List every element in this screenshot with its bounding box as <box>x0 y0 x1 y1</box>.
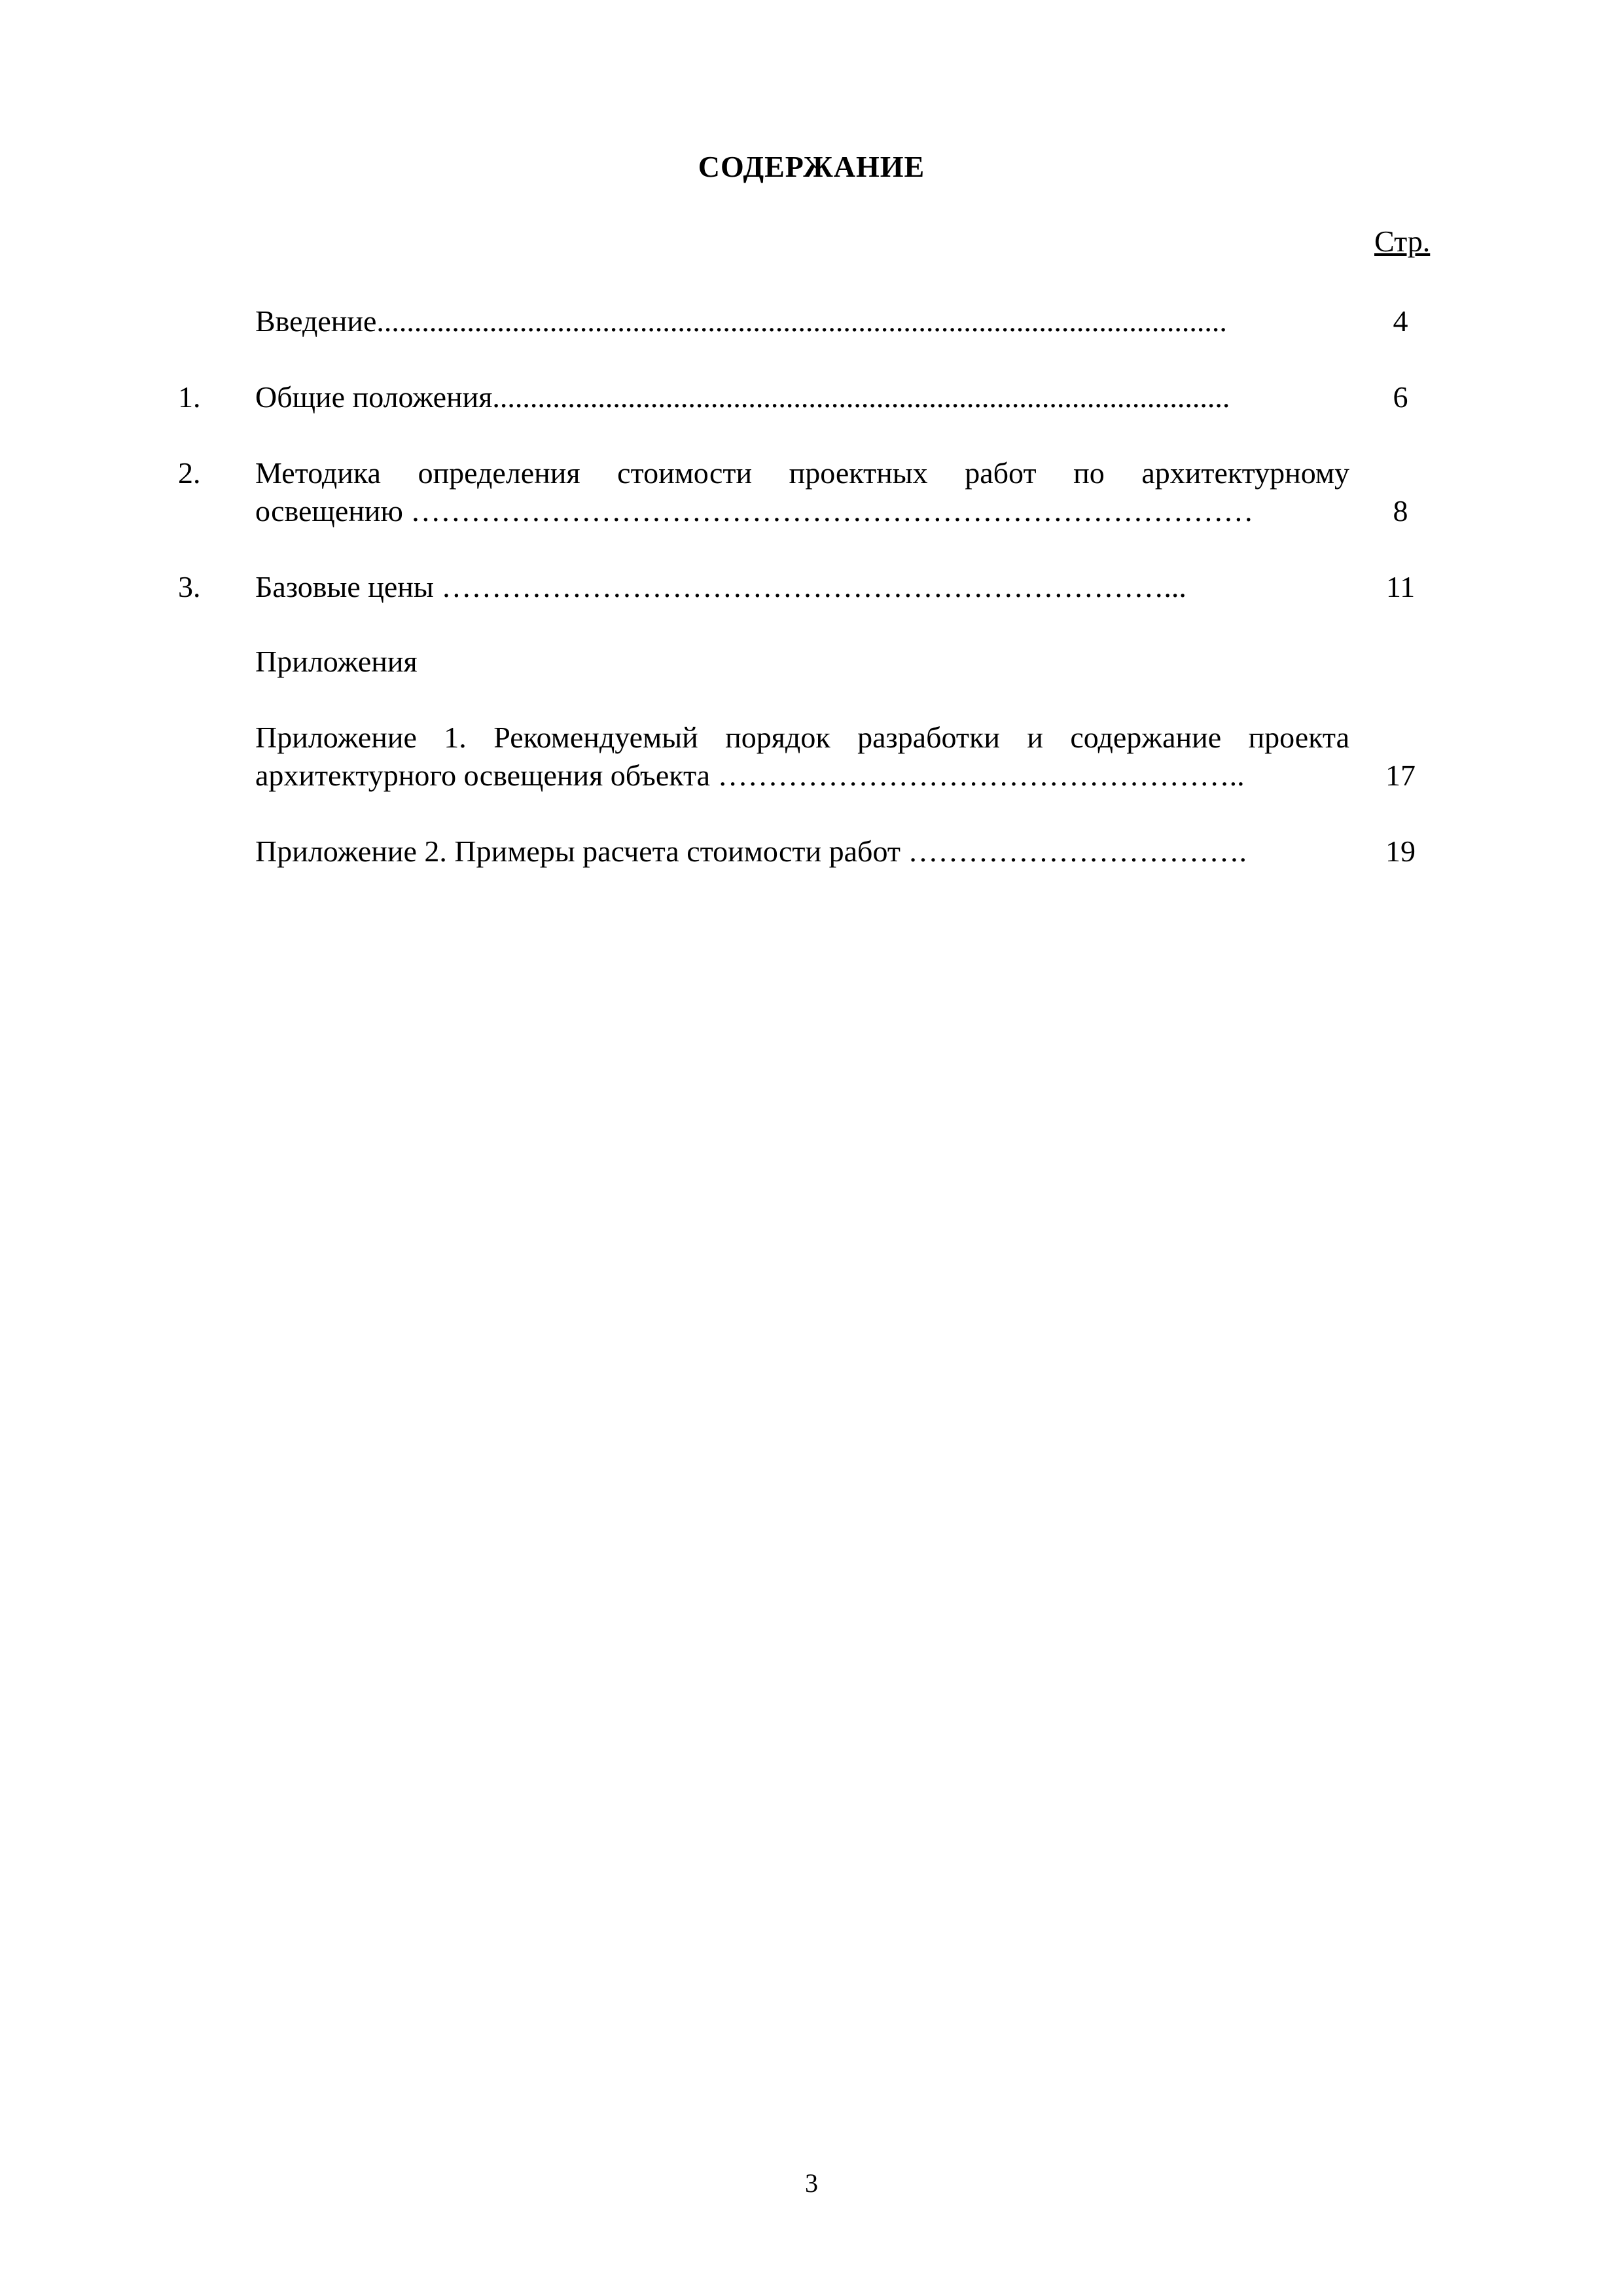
toc-entry-text-line2: архитектурного освещения объекта …………………………………………….. <box>255 759 1245 792</box>
appendices-heading-text: Приложения <box>255 645 418 678</box>
document-title: СОДЕРЖАНИЕ <box>698 150 925 183</box>
toc-entry-text-line2: освещению ………………………………………………………………………… <box>255 494 1254 528</box>
toc-entry-page: 11 <box>1385 570 1416 603</box>
toc-entry-page: 4 <box>1393 304 1408 338</box>
toc-entry-page: 8 <box>1393 494 1408 528</box>
toc-entry-text-line1: Приложение 1. Рекомендуемый порядок разработки и содержание проекта <box>255 721 1349 754</box>
toc-entry-text-line1: Методика определения стоимости проектных работ по архитектурному <box>255 456 1349 490</box>
toc-entry-text: Приложение 2. Примеры расчета стоимости работ ……………………………. <box>255 834 1247 868</box>
toc-entry-text: Общие положения.................................................................................................. <box>255 380 1230 414</box>
toc-entry-number: 1. <box>178 380 201 414</box>
toc-entry-number: 3. <box>178 570 201 603</box>
page-column-header: Стр. <box>1374 224 1431 258</box>
toc-entry-number: 2. <box>178 456 201 490</box>
toc-entry-text: Базовые цены ………………………………………………………………... <box>255 570 1186 603</box>
toc-entry-text: Введение................................................................................................................. <box>255 304 1227 338</box>
toc-entry-page: 6 <box>1393 380 1408 414</box>
page-number: 3 <box>805 2168 818 2198</box>
toc-entry-page: 19 <box>1385 834 1416 868</box>
toc-entry-page: 17 <box>1385 759 1416 792</box>
